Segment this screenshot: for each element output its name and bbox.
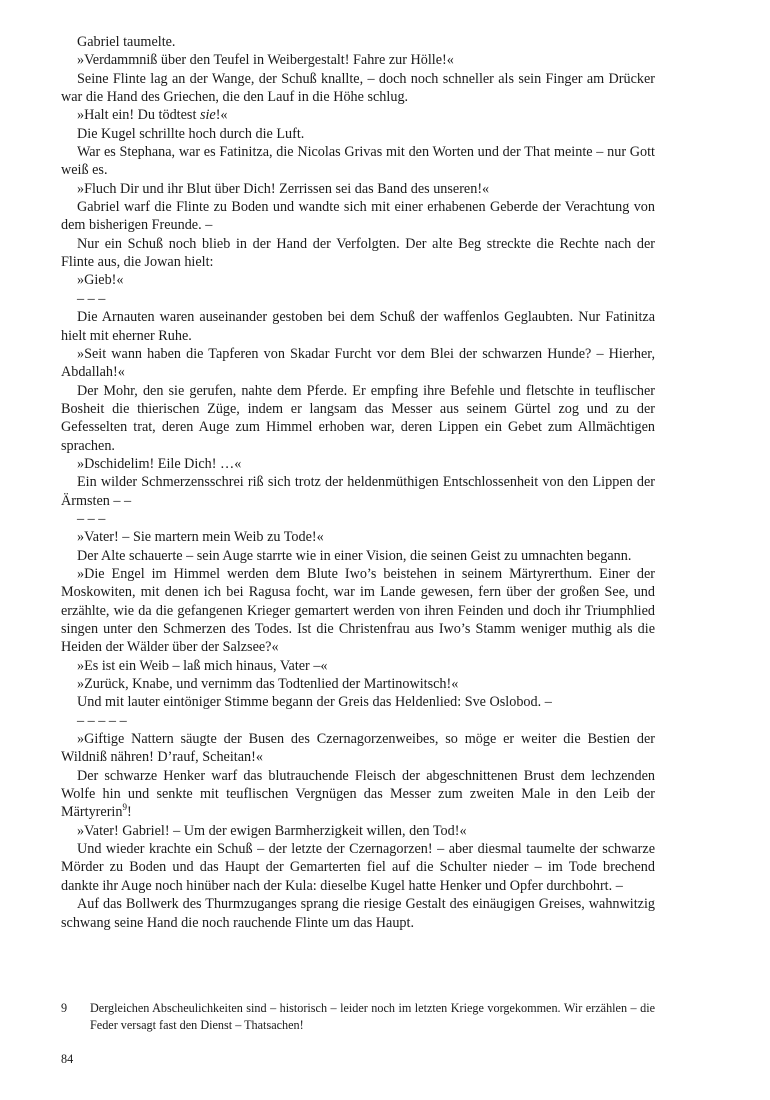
footnote-number: 9 (61, 1001, 68, 1015)
paragraph: Gabriel taumelte. (77, 34, 176, 50)
paragraph: Und mit lauter eintöniger Stimme begann der Greis das Heldenlied: Sve Oslobod. – (77, 694, 552, 711)
paragraph: Auf das Bollwerk des Thurmzuganges sprang die riesige Gestalt des einäugigen Greises, wahnwitzig schwang seine Hand die noch rauchende Flinte um das Haupt. (61, 896, 655, 931)
page-number: 84 (61, 1052, 74, 1066)
paragraph: »Verdammniß über den Teufel in Weibergestalt! Fahre zur Hölle!« (77, 52, 454, 69)
paragraph: »Gieb!« (77, 272, 124, 289)
paragraph: »Es ist ein Weib – laß mich hinaus, Vater –« (77, 657, 328, 674)
paragraph: »Die Engel im Himmel werden dem Blute Iwo’s beistehen in seinem Märtyrerthum. Einer der Moskowiten, mit denen ich bei Ragusa focht, war im Lande gewesen, fern über der großen See, und erzählte, wie da die gefangenen Krieger gemartert werden von ihren Feinden und doch ihr Triumphlied singen unter den Schmerzen des Todes. Ist die Christenfrau aus Iwo’s Stamm weniger muthig als die Heiden der Wälder über der Salzsee?« (61, 565, 655, 656)
paragraph: War es Stephana, war es Fatinitza, die Nicolas Grivas mit den Worten und der That meinte – nur Gott weiß es. (61, 144, 655, 179)
paragraph: Der Alte schauerte – sein Auge starrte wie in einer Vision, die seinen Geist zu umnachten begann. (77, 547, 632, 564)
paragraph: Nur ein Schuß noch blieb in der Hand der Verfolgten. Der alte Beg streckte die Rechte nach der Flinte aus, die Jowan hielt: (61, 235, 655, 271)
paragraph: »Vater! Gabriel! – Um der ewigen Barmherzigkeit willen, den Tod!« (77, 822, 467, 839)
section-break: – – – – – (77, 712, 127, 729)
section-break: – – – (77, 510, 106, 527)
paragraph: »Vater! – Sie martern mein Weib zu Tode!« (77, 529, 324, 546)
emphasis: sie (199, 107, 216, 124)
paragraph: Der schwarze Henker warf das blutrauchende Fleisch der abgeschnittenen Brust dem lechzenden Wolfe hin und senkte mit teuflischen Vergnügen das Messer zum zweiten Male in den Leib der Märtyrerin$^9$! (61, 767, 655, 821)
paragraph: Die Kugel schrillte hoch durch die Luft. (77, 125, 305, 142)
section-break: – – – (77, 290, 106, 307)
paragraph: Die Arnauten waren auseinander gestoben bei dem Schuß der waffenlos Geglaubten. Nur Fatinitza hielt mit eherner Ruhe. (61, 309, 655, 344)
footnote-text: Dergleichen Abscheulichkeiten sind – historisch – leider noch im letzten Kriege vorgekommen. Wir erzählen – die Feder versagt fast den Dienst – Thatsachen! (90, 1001, 655, 1032)
paragraph: »Zurück, Knabe, und vernimm das Todtenlied der Martinowitsch!« (77, 676, 459, 693)
paragraph: Und wieder krachte ein Schuß – der letzte der Czernagorzen! – aber diesmal taumelte der schwarze Mörder zu Boden und das Haupt der Gemarterten fiel auf die Schulter nieder – im Tode brechend dankte ihr Auge noch hinüber nach der Kula: dieselbe Kugel hatte Henker und Opfer durchbohrt. – (61, 841, 655, 894)
paragraph: »Fluch Dir und ihr Blut über Dich! Zerrissen sei das Band des unseren!« (77, 180, 490, 197)
paragraph: Der Mohr, den sie gerufen, nahte dem Pferde. Er empfing ihre Befehle und fletschte in teuflischer Bosheit die thierischen Züge, indem er langsam das Messer aus seinem Gürtel zog und zu der Gefesselten trat, deren Auge zum Himmel erhoben war, deren Lippen ein Gebet zum Allmächtigen sprachen. (61, 382, 655, 454)
paragraph: »Halt ein! Du tödtest sie!« (77, 107, 228, 124)
paragraph: »Dschidelim! Eile Dich! …« (77, 455, 242, 472)
paragraph: Seine Flinte lag an der Wange, der Schuß knallte, – doch noch schneller als sein Finger am Drücker war die Hand des Griechen, die den Lauf in die Höhe schlug. (61, 70, 655, 106)
paragraph: Ein wilder Schmerzensschrei riß sich trotz der heldenmüthigen Entschlossenheit von den Lippen der Ärmsten – – (61, 474, 655, 509)
paragraph: »Seit wann haben die Tapferen von Skadar Furcht vor dem Blei der schwarzen Hunde? – Hierher, Abdallah!« (61, 345, 655, 381)
footnote (61, 1000, 655, 1033)
footnote-marker: 9 (122, 802, 127, 813)
paragraph: Gabriel warf die Flinte zu Boden und wandte sich mit einer erhabenen Geberde der Verachtung von dem bisherigen Freunde. – (61, 199, 655, 234)
body-text (61, 33, 655, 932)
paragraph: »Giftige Nattern säugte der Busen des Czernagorzenweibes, so möge er weiter die Bestien der Wildniß nähren! D’rauf, Scheitan!« (61, 731, 655, 766)
